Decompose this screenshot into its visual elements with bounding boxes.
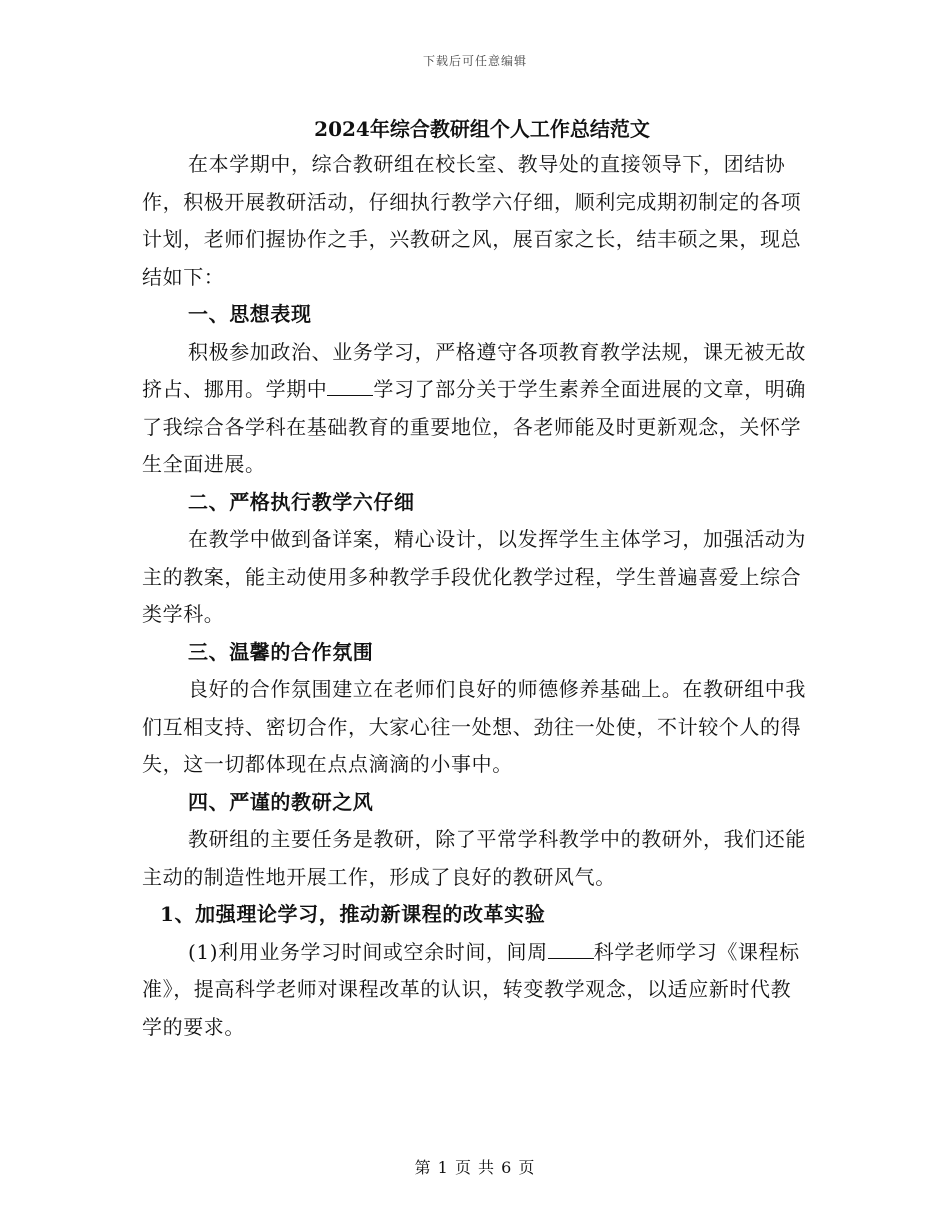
subsection-heading-theory: 1、加强理论学习，推动新课程的改革实验 (160, 902, 546, 926)
section-heading-thought: 一、思想表现 (188, 302, 312, 326)
section-heading-cooperation: 三、温馨的合作氛围 (188, 639, 374, 664)
section-paragraph-teaching: 在教学中做到备详案，精心设计，以发挥学生主体学习，加强活动为主的教案，能主动使用多种教学手段优化教学过程，学生普遍喜爱上综合类学科。 (142, 527, 806, 626)
intro-paragraph: 在本学期中，综合教研组在校长室、教导处的直接领导下，团结协作，积极开展教研活动，仔细执行教学六仔细，顺利完成期初制定的各项计划，老师们握协作之手，兴教研之风，展百家之长，结丰硕之果，现总结如下： (142, 152, 802, 289)
paragraph-text: 积极参加政治、业务学习，严格遵守各项教育教学法规，课无被无故挤占、挪用。学期中 (142, 339, 806, 401)
subsection-paragraph-theory (142, 934, 808, 1047)
document-title: 2024年综合教研组个人工作总结范文 (314, 117, 650, 141)
page-footer: 第 1 页 共 6 页 (414, 1158, 536, 1177)
document-body (142, 112, 808, 1046)
paragraph-text: (1)利用业务学习时间或空余时间，间周 (188, 939, 548, 964)
paragraph-text: 科学老师学习《课程标准》，提高科学老师对课程改革的认识，转变教学观念，以适应新时代教学的要求。 (142, 939, 800, 1039)
section-paragraph-research: 教研组的主要任务是教研，除了平常学科教学中的教研外，我们还能主动的制造性地开展工作，形成了良好的教研风气。 (142, 827, 806, 889)
fill-blank (327, 377, 373, 396)
section-heading-teaching: 二、严格执行教学六仔细 (188, 489, 415, 514)
fill-blank (548, 940, 594, 959)
section-paragraph-thought (142, 334, 808, 484)
section-paragraph-cooperation: 良好的合作氛围建立在老师们良好的师德修养基础上。在教研组中我们互相支持、密切合作，大家心往一处想、劲往一处使，不计较个人的得失，这一切都体现在点点滴滴的小事中。 (142, 677, 806, 776)
paragraph-text: 学习了部分关于学生素养全面进展的文章，明确了我综合各学科在基础教育的重要地位，各老师能及时更新观念，关怀学生全面进展。 (142, 377, 807, 476)
section-heading-research: 四、严谨的教研之风 (188, 789, 374, 814)
header-note: 下载后可任意编辑 (422, 54, 527, 68)
